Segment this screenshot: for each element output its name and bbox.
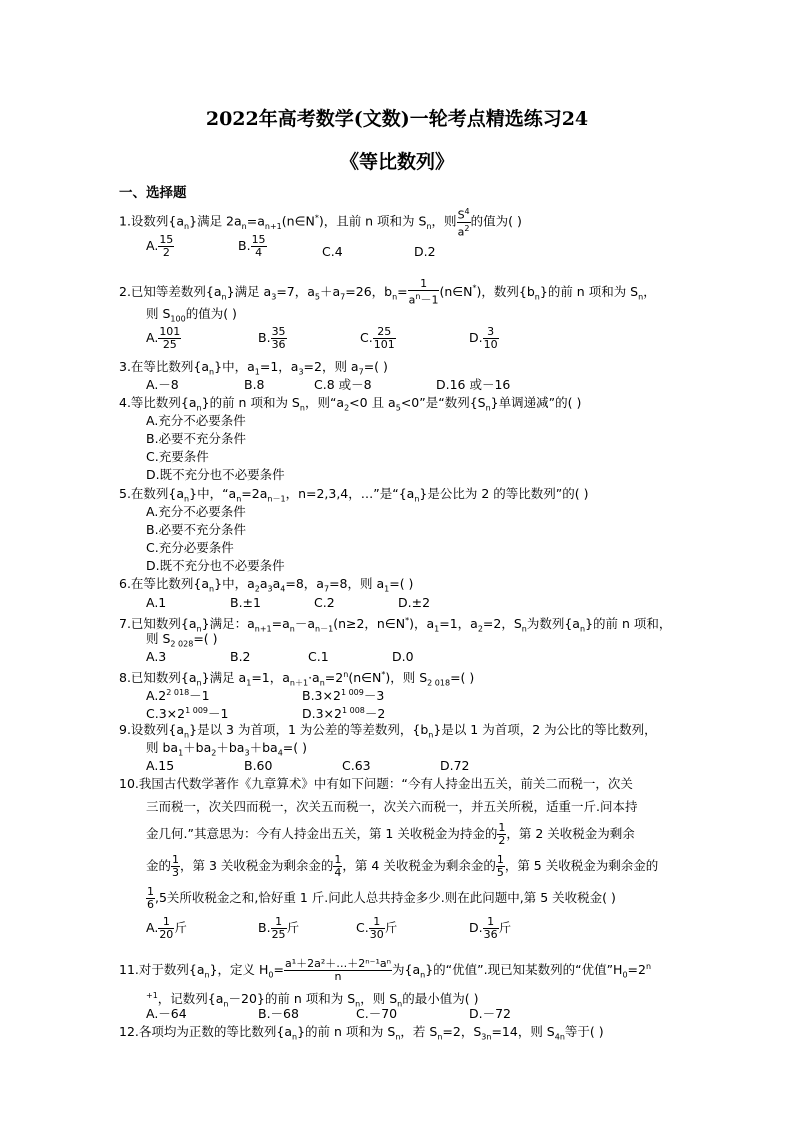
question-12: 12.各项均为正数的等比数列$\{a_n\}$的前 n 项和为 $S_n$，若 $S_n=2$，$S_{3n}=14$，则 $S_{4n}$等于( ) bbox=[119, 1024, 604, 1042]
q2-option-b: B. $\frac{35}{36}$ bbox=[258, 325, 286, 351]
q2-option-a: A. $\frac{101}{25}$ bbox=[146, 325, 181, 351]
question-2-line-2: 则 $S_{100}$的值为( ) bbox=[146, 306, 237, 324]
question-7-line-2: 则 $S_{2 028}=$( ) bbox=[146, 631, 218, 649]
q7-option-b: B.2 bbox=[230, 649, 251, 664]
q9-option-d: D.72 bbox=[440, 758, 470, 773]
q7-option-a: A.3 bbox=[146, 649, 167, 664]
q5-option-c: C.充分必要条件 bbox=[146, 540, 234, 555]
q6-option-a: A.1 bbox=[146, 595, 167, 610]
q5-option-d: D.既不充分也不必要条件 bbox=[146, 558, 285, 573]
q10-option-d: D. $\frac{1}{36}$ 斤 bbox=[469, 915, 512, 941]
fraction: $\frac{S^4}{a^2}$ bbox=[457, 207, 470, 239]
section-heading: 一、选择题 bbox=[119, 185, 187, 201]
question-11: 11.对于数列$\{a_n\}$，定义 $H_0=$ $\frac{\text{a¹＋2a²＋…＋2ⁿ⁻¹aⁿ}}{n}$ 为$\{a_n\}$的“优值”.现已知某数列的“优值$”H_0=2^n$ bbox=[119, 957, 652, 983]
q9-option-c: C.63 bbox=[342, 758, 371, 773]
q2-option-d: D. $\frac{3}{10}$ bbox=[469, 325, 498, 351]
question-9-line-2: 则 $ba_1+ba_2+ba_3+ba_4=$( ) bbox=[146, 740, 307, 758]
q10-option-a: A. $\frac{1}{20}$ 斤 bbox=[146, 915, 187, 941]
q3-option-c: C.8 或－8 bbox=[314, 377, 372, 392]
question-10: 10.我国古代数学著作《九章算术》中有如下问题：“今有人持金出五关，前关二而税一，次关 bbox=[119, 776, 633, 791]
q8-option-b: $B.3\times 2^{1 009}-3$ bbox=[302, 688, 385, 704]
question-1: 1.设数列$\{a_n\}$满足 $2a_n=a_{n+1}(n\in N^*)$，且前 n 项和为 $S_n$，则 $\frac{S^4}{a^2}$ 的值为( ) bbox=[119, 207, 522, 239]
question-10-line-2: 三而税一，次关四而税一，次关五而税一，次关六而税一，并五关所税，适重一斤.问本持 bbox=[146, 799, 638, 814]
q11-option-d: D.－72 bbox=[469, 1006, 512, 1021]
q7-option-d: D.0 bbox=[392, 649, 414, 664]
q5-option-a: A.充分不必要条件 bbox=[146, 504, 246, 519]
q3-option-b: B.8 bbox=[244, 377, 265, 392]
q10-option-c: C. $\frac{1}{30}$ 斤 bbox=[356, 915, 398, 941]
question-7: 7.已知数列$\{a_n\}$满足：$a_{n+1}=a_n-a_{n-1}(n\ge 2$，n∈N*)，$a_1=1$，$a_2=2$，$S_n$为数列$\{a_n\}$的前 n 项和， bbox=[119, 616, 672, 634]
question-10-line-3: 金几何.”其意思为：今有人持金出五关，第 1 关收税金为持金的 $\frac{1}{2}$ ，第 2 关收税金为剩余 bbox=[146, 821, 635, 847]
q9-option-b: B.60 bbox=[244, 758, 273, 773]
q11-option-b: B.－68 bbox=[258, 1006, 299, 1021]
q4-option-a: A.充分不必要条件 bbox=[146, 413, 246, 428]
question-9: 9.设数列$\{a_n\}$是以 3 为首项，1 为公差的等差数列，$\{b_n\}$是以 1 为首项，2 为公比的等比数列， bbox=[119, 722, 657, 740]
question-5: 5.在数列$\{a_n\}$中，“$a_n=2a_{n-1}$，n=2,3,4，…”是“$\{a_n\}$是公比为 2 的等比数列”的( ) bbox=[119, 486, 589, 504]
q7-option-c: C.1 bbox=[308, 649, 329, 664]
q3-option-d: D.16 或－16 bbox=[436, 377, 511, 392]
q1-option-a: A. $\frac{15}{2}$ bbox=[146, 233, 174, 259]
q3-option-a: A.－8 bbox=[146, 377, 179, 392]
question-10-line-5: $\frac{1}{6}$ ,5关所收税金之和,恰好重 1 斤.问此人总共持金多少.则在此问题中,第 5 关收税金( ) bbox=[147, 885, 616, 911]
q11-option-c: C.－70 bbox=[356, 1006, 398, 1021]
q5-option-b: B.必要不充分条件 bbox=[146, 522, 247, 537]
question-11-line-2: $^{+1}$，记数列$\{a_n-20\}$的前 n 项和为 $S_n$，则 $S_n$的最小值为( ) bbox=[146, 991, 479, 1009]
q4-option-c: C.充要条件 bbox=[146, 449, 209, 464]
q1-option-c: C.4 bbox=[322, 244, 343, 259]
q1-option-d: D.2 bbox=[414, 244, 436, 259]
question-3: 3.在等比数列$\{a_n\}$中，$a_1=1$，$a_3=2$，则 $a_7=$( ) bbox=[119, 359, 388, 377]
question-6: 6.在等比数列$\{a_n\}$中，$a_2a_3a_4=8$，$a_7=8$，则 $a_1=$( ) bbox=[119, 576, 414, 594]
question-4: 4.等比数列$\{a_n\}$的前 n 项和为 $S_n$，则“$a_2<0$ 且 $a_5<0$”是“数列$\{S_n\}$单调递减”的( ) bbox=[119, 395, 582, 413]
q10-option-b: B. $\frac{1}{25}$ 斤 bbox=[258, 915, 300, 941]
q8-option-d: $D.3\times 2^{1 008}-2$ bbox=[302, 706, 386, 722]
q8-option-c: $C.3\times 2^{1 009}-1$ bbox=[146, 706, 229, 722]
document-title: 2022年高考数学(文数)一轮考点精选练习24 bbox=[205, 108, 589, 130]
q4-option-b: B.必要不充分条件 bbox=[146, 431, 247, 446]
q8-option-a: $A.2^{2 018}-1$ bbox=[146, 688, 210, 704]
q6-option-b: B.±1 bbox=[230, 595, 261, 610]
q11-option-a: A.－64 bbox=[146, 1006, 187, 1021]
q6-option-d: D.±2 bbox=[398, 595, 431, 610]
question-2: 2.已知等差数列$\{a_n\}$满足 $a_3=7$，$a_5+a_7=26$，$b_n=$ $\frac{1}{a^n-1}$ (n∈N*)，数列$\{b_n\}$的前 n 项和为 $S_n$， bbox=[119, 277, 656, 307]
q4-option-d: D.既不充分也不必要条件 bbox=[146, 467, 285, 482]
document-subtitle: 《等比数列》 bbox=[339, 151, 454, 173]
question-8: 8.已知数列$\{a_n\}$满足 $a_1=1$，$a_{n+1}\cdot a_n=2^n(n\in N^*)$，则 $S_{2 018}=$( ) bbox=[119, 670, 475, 688]
q1-option-b: B. $\frac{15}{4}$ bbox=[238, 233, 266, 259]
q9-option-a: A.15 bbox=[146, 758, 175, 773]
q6-option-c: C.2 bbox=[314, 595, 335, 610]
q2-option-c: C. $\frac{25}{101}$ bbox=[360, 325, 395, 351]
question-10-line-4: 金的 $\frac{1}{3}$ ，第 3 关收税金为剩余金的 $\frac{1}{4}$ ，第 4 关收税金为剩余金的 $\frac{1}{5}$ ，第 5 关收税金为剩余金的 bbox=[146, 853, 659, 879]
